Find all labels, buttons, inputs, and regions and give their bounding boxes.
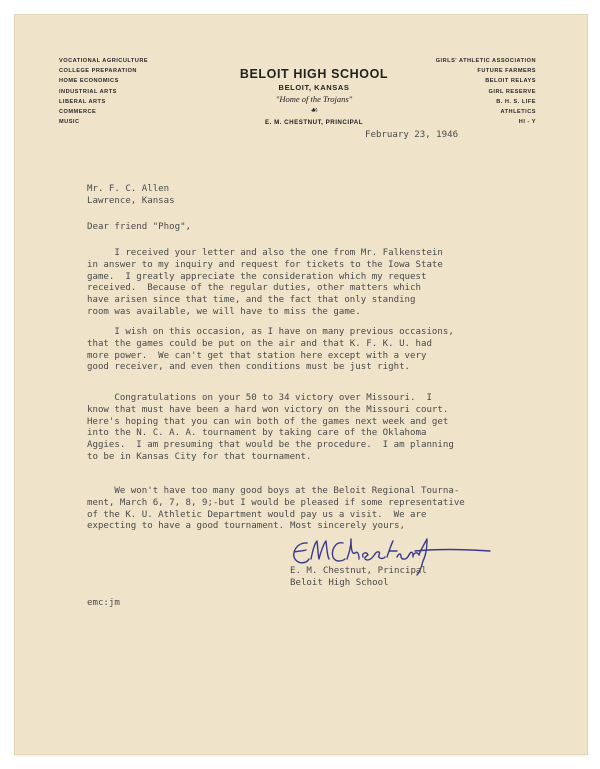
activity-list — [436, 56, 536, 127]
activity-item: B. H. S. LIFE — [496, 98, 536, 105]
program-item: LIBERAL ARTS — [59, 98, 106, 105]
signature-block — [290, 566, 427, 590]
recipient-line: Mr. F. C. Allen — [87, 184, 170, 194]
text-line: good receiver, and even then conditions must be just right. — [87, 362, 411, 373]
paragraph-3 — [87, 393, 454, 464]
text-line: Congratulations on your 50 to 34 victory over Missouri. I — [87, 393, 432, 403]
recipient-address — [87, 184, 175, 208]
salutation: Dear friend "Phog", — [87, 222, 192, 232]
program-list — [59, 56, 148, 127]
paragraph-2 — [87, 327, 454, 374]
activity-item: ATHLETICS — [500, 109, 536, 116]
recipient-line: Lawrence, Kansas — [87, 195, 175, 206]
typist-initials: emc:jm — [87, 598, 120, 608]
text-line: We won't have too many good boys at the Beloit Regional Tourna- — [87, 486, 460, 496]
school-name: BELOIT HIGH SCHOOL — [239, 67, 389, 81]
text-line: expecting to have a good tournament. — [87, 521, 285, 532]
text-line: Aggies. I am presuming that would be the procedure. I am planning — [87, 440, 454, 451]
activity-item: GIRLS' ATHLETIC ASSOCIATION — [435, 58, 536, 64]
school-motto: "Home of the Trojans" — [275, 94, 353, 104]
program-item: COMMERCE — [59, 109, 97, 116]
signer-school: Beloit High School — [290, 577, 389, 588]
principal-name: E. M. CHESTNUT, PRINCIPAL — [265, 119, 363, 126]
program-item: VOCATIONAL AGRICULTURE — [59, 58, 149, 64]
paragraph-1 — [87, 248, 443, 319]
closing: Most sincerely yours, — [290, 521, 405, 531]
text-line: that the games could be put on the air and that K. F. K. U. had — [87, 338, 432, 349]
letter-paper — [14, 14, 588, 755]
text-line: room was available, we will have to miss the game. — [87, 306, 361, 317]
text-line: received. Because of the regular duties, other matters which — [87, 283, 421, 294]
program-item: COLLEGE PREPARATION — [59, 68, 137, 75]
paragraph-4 — [87, 486, 465, 533]
text-line: I wish on this occasion, as I have on many previous occasions, — [87, 327, 454, 337]
program-item: INDUSTRIAL ARTS — [59, 88, 117, 95]
text-line: Here's hoping that you can win both of the games next week and get — [87, 416, 449, 427]
text-line: game. I greatly appreciate the consideration which my request — [87, 271, 427, 282]
text-line: have arisen since that time, and the fact that only standing — [87, 295, 416, 306]
ornament-icon: ☙ — [309, 106, 319, 116]
text-line: know that must have been a hard won victory on the Missouri court. — [87, 404, 449, 415]
program-item: HOME ECONOMICS — [59, 78, 119, 85]
letterhead — [214, 67, 414, 126]
school-city: BELOIT, KANSAS — [278, 83, 350, 92]
program-item: MUSIC — [59, 119, 80, 126]
text-line: ment, March 6, 7, 8, 9;-but I would be pleased if some representative — [87, 497, 465, 508]
activity-item: HI - Y — [518, 119, 536, 126]
text-line: into the N. C. A. A. tournament by taking care of the Oklahoma — [87, 428, 427, 439]
activity-item: BELOIT RELAYS — [485, 78, 536, 85]
letter-date: February 23, 1946 — [365, 130, 459, 140]
activity-item: FUTURE FARMERS — [477, 68, 536, 75]
signer-name: E. M. Chestnut, Principal — [290, 566, 427, 576]
text-line: I received your letter and also the one from Mr. Falkenstein — [87, 248, 443, 258]
activity-item: GIRL RESERVE — [488, 88, 536, 95]
text-line: in answer to my inquiry and request for tickets to the Iowa State — [87, 259, 443, 270]
text-line: to be in Kansas City for that tournament. — [87, 451, 312, 462]
text-line: more power. We can't get that station here except with a very — [87, 350, 427, 361]
text-line: of the K. U. Athletic Department would pay us a visit. We are — [87, 509, 427, 520]
